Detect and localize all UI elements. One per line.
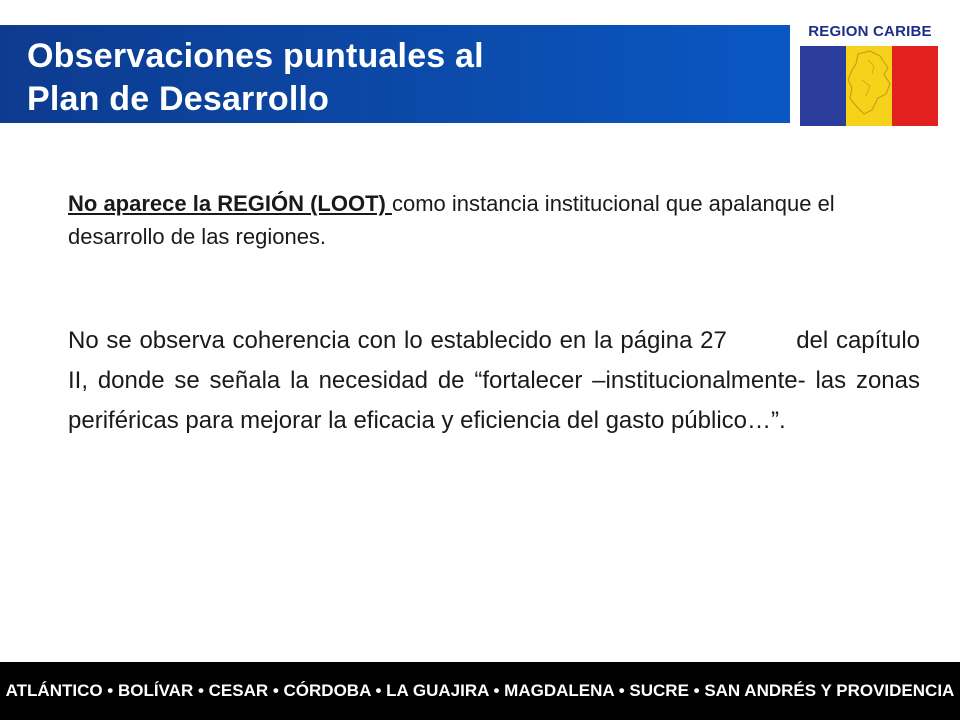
logo-text: REGION CARIBE	[808, 23, 932, 40]
footer-departments: ATLÁNTICO • BOLÍVAR • CESAR • CÓRDOBA • LA GUAJIRA • MAGDALENA • SUCRE • SAN ANDRÉS Y PROVIDENCIA	[5, 681, 955, 700]
region-flag-map-icon	[800, 46, 938, 126]
observation-text: como instancia institucional que apalanque el desarrollo de las regiones.	[68, 191, 835, 249]
observation-paragraph-1	[68, 187, 888, 253]
observation-emphasis: No aparece la REGIÓN (LOOT)	[68, 191, 392, 216]
slide-title-line-1: Observaciones puntuales al	[27, 37, 484, 75]
footer-bar	[0, 662, 960, 720]
slide-title	[27, 35, 484, 121]
slide-title-line-2: Plan de Desarrollo	[27, 80, 330, 118]
region-caribe-logo	[800, 20, 938, 126]
observation-paragraph-2: No se observa coherencia con lo establecido en la página 27 del capítulo II, donde se señala la necesidad de “fortalecer –institucionalmente- las zonas periféricas para mejorar la eficacia y eficiencia del gasto público…”.	[68, 327, 920, 434]
